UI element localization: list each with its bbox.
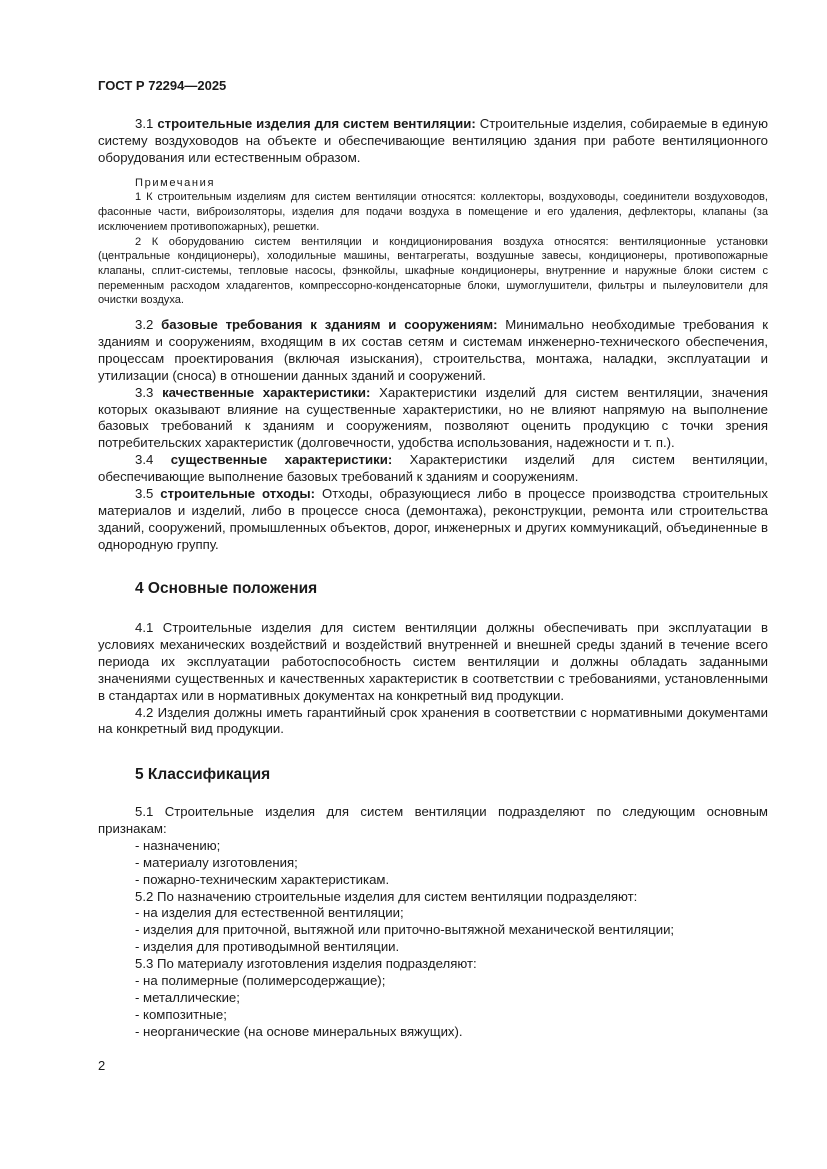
section-5-heading: 5 Классификация xyxy=(135,766,271,783)
clause-5-2: 5.2 По назначению строительные изделия для систем вентиляции подразделяют: xyxy=(135,888,638,904)
list-item: - пожарно-техническим характеристикам. xyxy=(135,871,390,887)
note-1: 1 К строительным изделиям для систем вентиляции относятся: коллекторы, воздуховоды, соединители воздуховодов, фасонные части, виброизоляторы, изделия для подачи воздуха в помещение и его удаления, дефлекторы, клапаны (за исключением противопожарных), решетки. xyxy=(98,191,768,233)
list-item: - изделия для противодымной вентиляции. xyxy=(135,939,400,955)
list-item: - материалу изготовления; xyxy=(135,854,298,870)
definition-3-3: 3.3 качественные характеристики: Характеристики изделий для систем вентиляции, значения которых оказывают влияние на существенные характеристики, но не влияют напрямую на выполнение базовых требований к зданиям и сооружениям, позволяют оценить продукцию с точки зрения потребительских характеристик (долговечности, удобства использования, надежности и т. п.). xyxy=(98,384,769,451)
notes-title: Примечания xyxy=(135,176,216,189)
definition-3-2: 3.2 базовые требования к зданиям и сооружениям: Минимально необходимые требования к зданиям и сооружениям, входящим в их состав сетям и системам инженерно-технического обеспечения, процессам проектирования (включая изыскания), строительства, монтажа, наладки, эксплуатации и утилизации (сноса) в отношении данных зданий и сооружений. xyxy=(98,317,768,383)
list-item: - неорганические (на основе минеральных вяжущих). xyxy=(135,1023,463,1039)
list-item: - изделия для приточной, вытяжной или приточно-вытяжной механической вентиляции; xyxy=(135,922,675,938)
section-5-body xyxy=(98,804,768,1041)
definition-3-4: 3.4 существенные характеристики: Характеристики изделий для систем вентиляции, обеспечивающие выполнение базовых требований к зданиям и сооружениям. xyxy=(98,452,768,485)
clause-5-3: 5.3 По материалу изготовления изделия подразделяют: xyxy=(135,956,477,972)
definitions-block xyxy=(98,116,768,554)
section-4-body xyxy=(98,620,768,738)
definition-3-1: 3.1 строительные изделия для систем вентиляции: Строительные изделия, собираемые в единую систему воздуховодов на объекте и обеспечивающие вентиляцию здания при работе вентиляционного оборудования или естественным образом. xyxy=(98,116,768,165)
clause-4-2: 4.2 Изделия должны иметь гарантийный срок хранения в соответствии с нормативными документами на конкретный вид продукции. xyxy=(98,704,768,737)
notes-block xyxy=(98,176,768,308)
clause-4-1: 4.1 Строительные изделия для систем вентиляции должны обеспечивать при эксплуатации в условиях механических воздействий и воздействий внутренней и внешней среды зданий в течение всего периода их эксплуатации работоспособность систем вентиляции и должны обладать заданными значениями существенных и качественных характеристик в соответствии с требованиями, установленными в стандартах или в нормативных документах на конкретный вид продукции. xyxy=(98,620,768,703)
section-4-heading: 4 Основные положения xyxy=(135,580,318,597)
clause-5-1: 5.1 Строительные изделия для систем вентиляции подразделяют по следующим основным признакам: xyxy=(98,804,768,836)
list-item: - металлические; xyxy=(135,989,240,1005)
page-number: 2 xyxy=(98,1058,106,1073)
definition-3-5: 3.5 строительные отходы: Отходы, образующиеся либо в процессе производства строительных материалов и изделий, либо в процессе сноса (демонтажа), реконструкции, ремонта или строительства зданий, сооружений, промышленных объектов, дорог, инженерных и других коммуникаций, объединенные в однородную группу. xyxy=(98,486,768,552)
list-item: - назначению; xyxy=(135,837,221,853)
list-item: - на полимерные (полимерсодержащие); xyxy=(135,973,386,989)
note-2: 2 К оборудованию систем вентиляции и кондиционирования воздуха относятся: вентиляционные установки (центральные кондиционеры), холодильные машины, вентагрегаты, воздушные завесы, кондиционеры, противопожарные клапаны, сплит-системы, тепловые насосы, фэнкойлы, шкафные кондиционеры, внутренние и наружные блоки систем с переменным расходом хладагентов, компрессорно-конденсаторные блоки, шумоглушители, фильтры и пылеуловители для очистки воздуха. xyxy=(98,235,768,307)
document-header: ГОСТ Р 72294—2025 xyxy=(98,78,227,93)
list-item: - на изделия для естественной вентиляции; xyxy=(135,905,404,921)
list-item: - композитные; xyxy=(135,1006,227,1022)
